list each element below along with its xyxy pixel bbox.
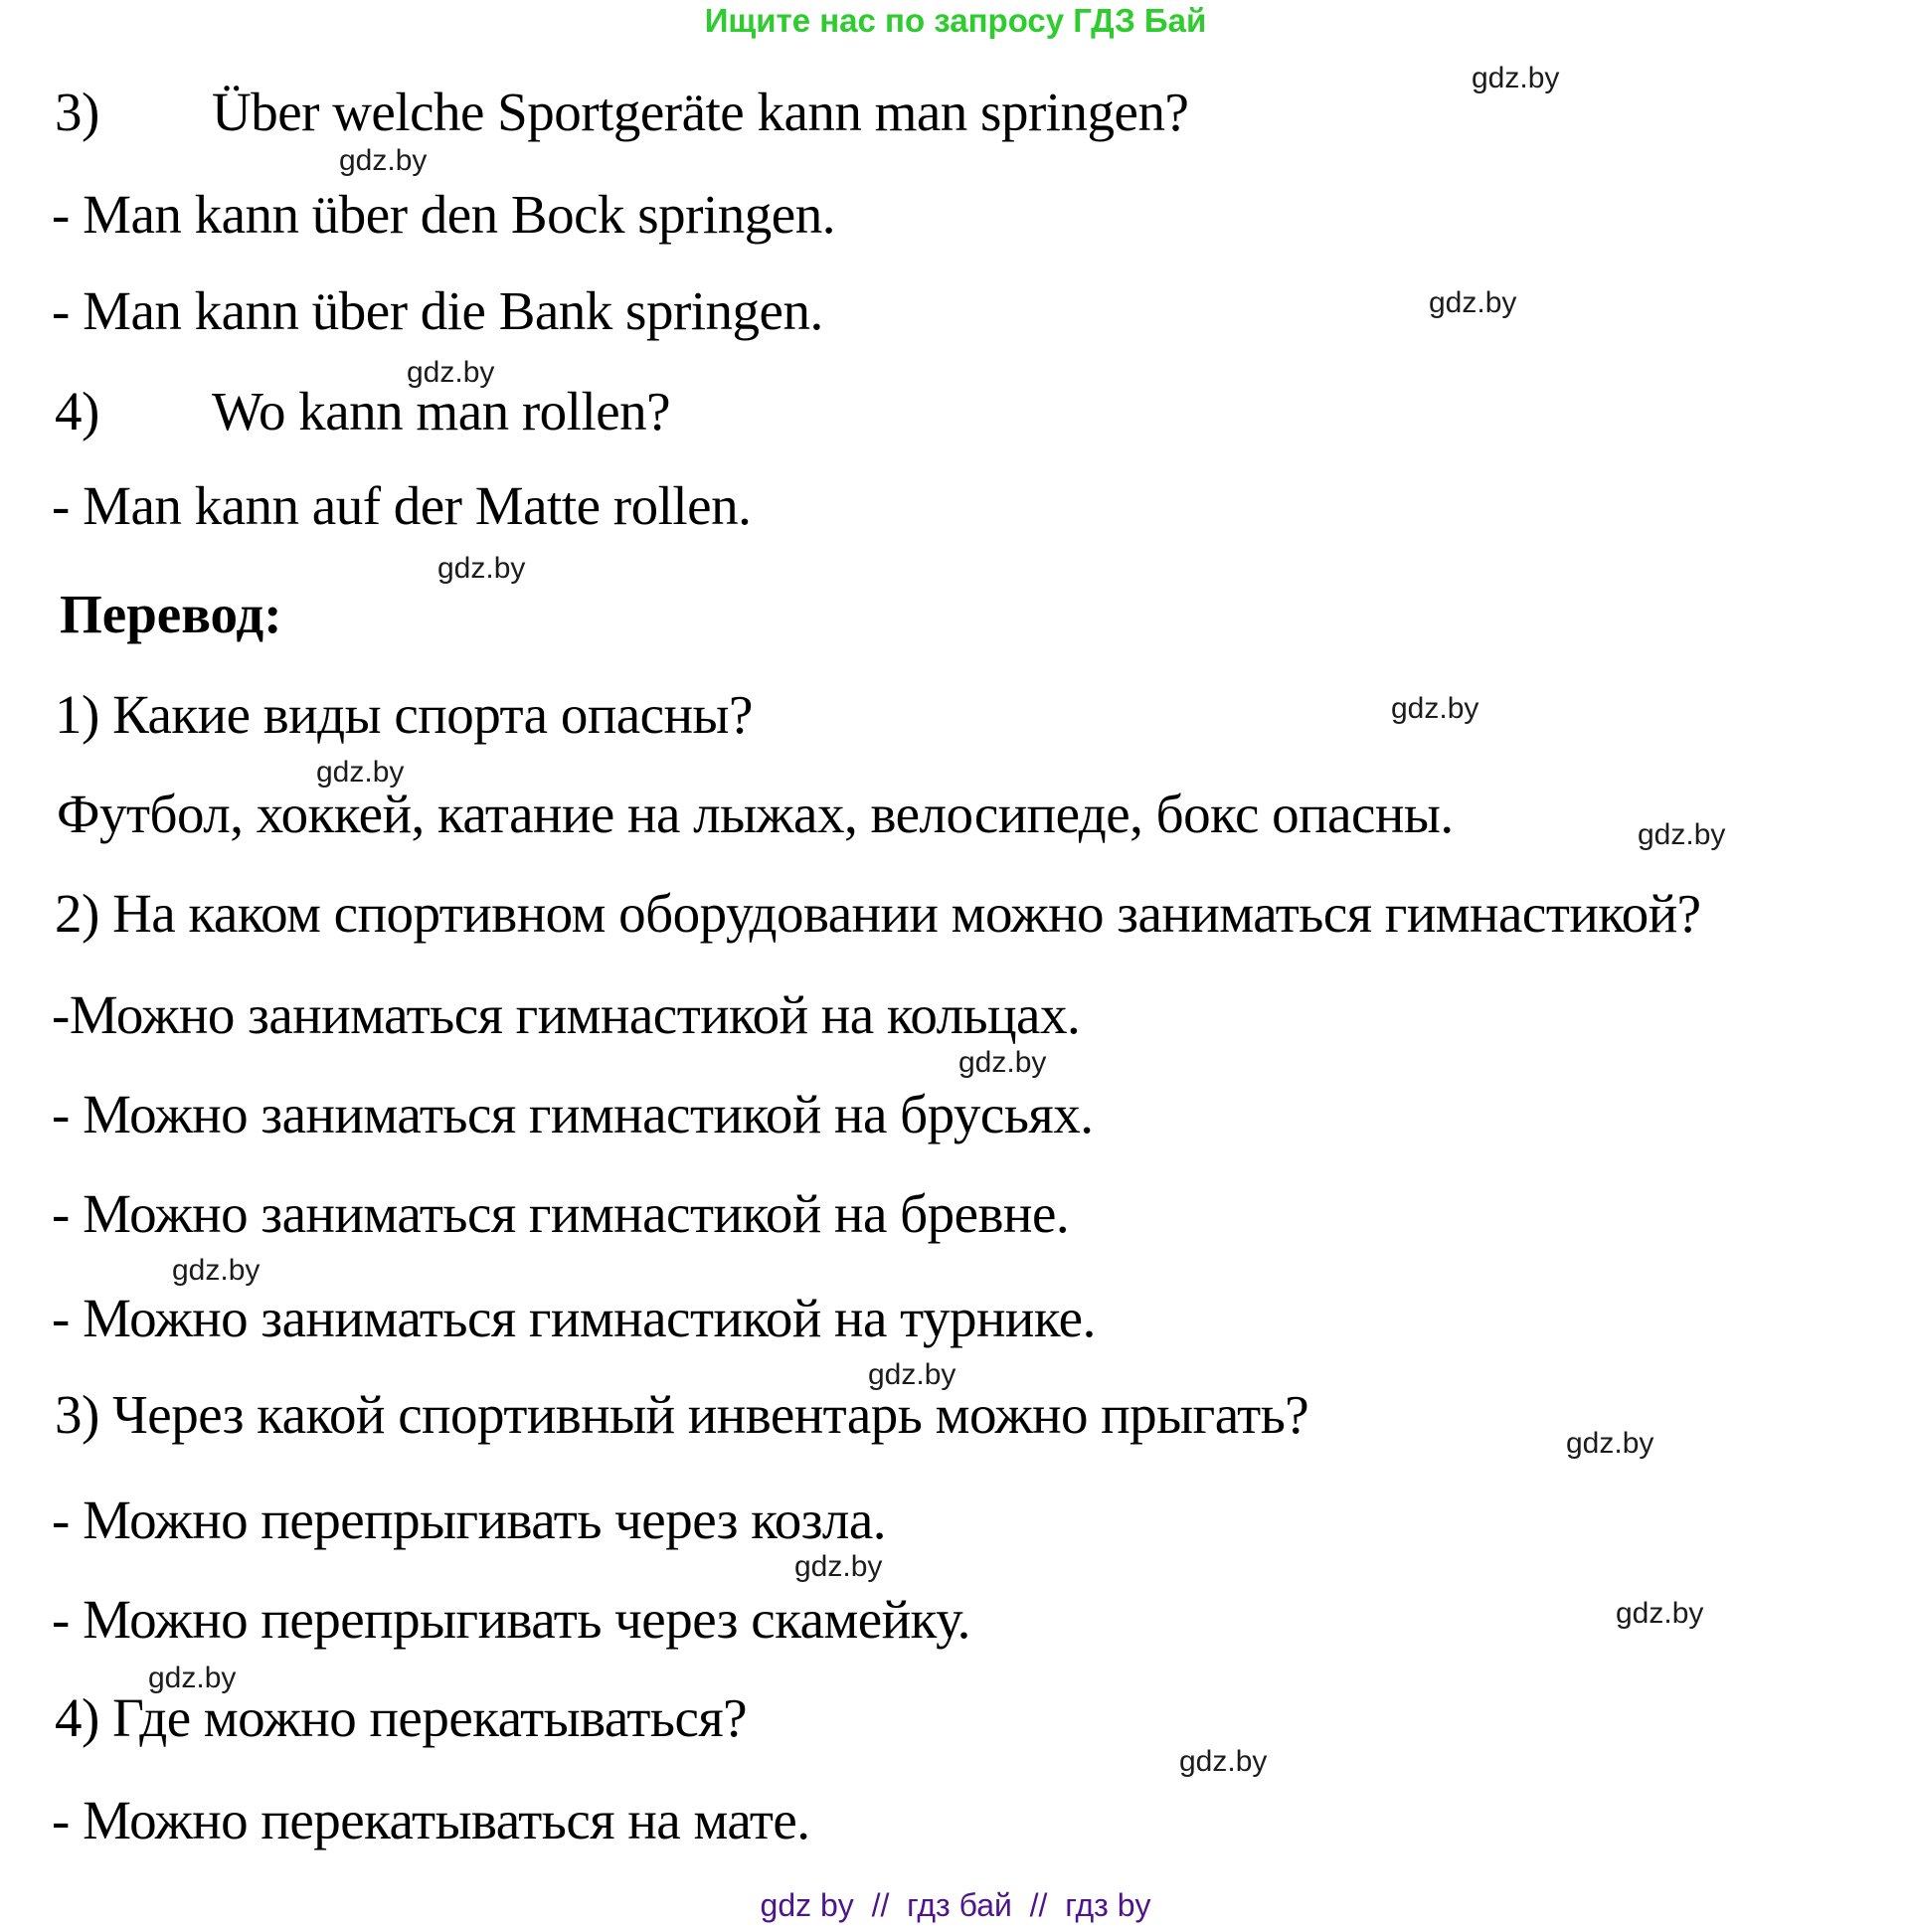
gdz-watermark: gdz.by (339, 144, 428, 177)
gdz-watermark: gdz.by (1638, 818, 1726, 851)
gdz-watermark: gdz.by (1472, 62, 1560, 94)
gdz-watermark: gdz.by (794, 1550, 883, 1583)
gdz-watermark: gdz.by (1179, 1745, 1268, 1778)
russian-answer-3b: - Можно перепрыгивать через скамейку. (52, 1589, 970, 1650)
question-number: 3) (55, 82, 99, 142)
russian-answer-3a: - Можно перепрыгивать через козла. (52, 1490, 887, 1550)
russian-answer-2c: - Можно заниматься гимнастикой на бревне. (52, 1183, 1070, 1244)
russian-answer-2a: -Можно заниматься гимнастикой на кольцах. (52, 984, 1081, 1045)
gdz-watermark: gdz.by (316, 756, 405, 789)
german-answer-4: - Man kann auf der Matte rollen. (52, 475, 752, 536)
question-text: Über welche Sportgeräte kann man springen? (212, 82, 1189, 142)
question-number: 4) (55, 381, 99, 441)
gdz-watermark: gdz.by (1566, 1427, 1654, 1460)
russian-question-4: 4) Где можно перекатываться? (55, 1687, 748, 1748)
gdz-watermark: gdz.by (437, 552, 526, 585)
gdz-watermark: gdz.by (1616, 1597, 1704, 1630)
russian-question-2: 2) На каком спортивном оборудовании можно заниматься гимнастикой? (55, 883, 1701, 944)
gdz-watermark: gdz.by (958, 1046, 1047, 1079)
russian-question-3: 3) Через какой спортивный инвентарь можно прыгать? (55, 1384, 1309, 1445)
gdz-watermark: gdz.by (868, 1358, 956, 1391)
gdz-watermark: gdz.by (1391, 692, 1479, 725)
russian-question-1: 1) Какие виды спорта опасны? (55, 684, 753, 745)
russian-answer-4: - Можно перекатываться на мате. (52, 1790, 810, 1850)
russian-answer-2b: - Можно заниматься гимнастикой на брусьях. (52, 1084, 1094, 1144)
russian-answer-2d: - Можно заниматься гимнастикой на турнике. (52, 1288, 1096, 1348)
gdz-watermark: gdz.by (407, 356, 495, 389)
translation-heading: Перевод: (60, 584, 282, 644)
question-text: Wo kann man rollen? (212, 381, 671, 441)
german-answer-3b: - Man kann über die Bank springen. (52, 280, 823, 341)
gdz-watermark: gdz.by (148, 1662, 237, 1694)
header-banner: Ищите нас по запросу ГДЗ Бай (704, 2, 1207, 39)
gdz-watermark: gdz.by (1429, 286, 1517, 319)
german-question-3 (55, 82, 1189, 142)
footer-links: gdz by // гдз бай // гдз by (760, 1887, 1151, 1923)
gdz-watermark: gdz.by (172, 1254, 261, 1287)
german-answer-3a: - Man kann über den Bock springen. (52, 184, 835, 245)
german-question-4 (55, 381, 671, 441)
russian-answer-1: Футбол, хоккей, катание на лыжах, велосипеде, бокс опасны. (57, 784, 1454, 844)
